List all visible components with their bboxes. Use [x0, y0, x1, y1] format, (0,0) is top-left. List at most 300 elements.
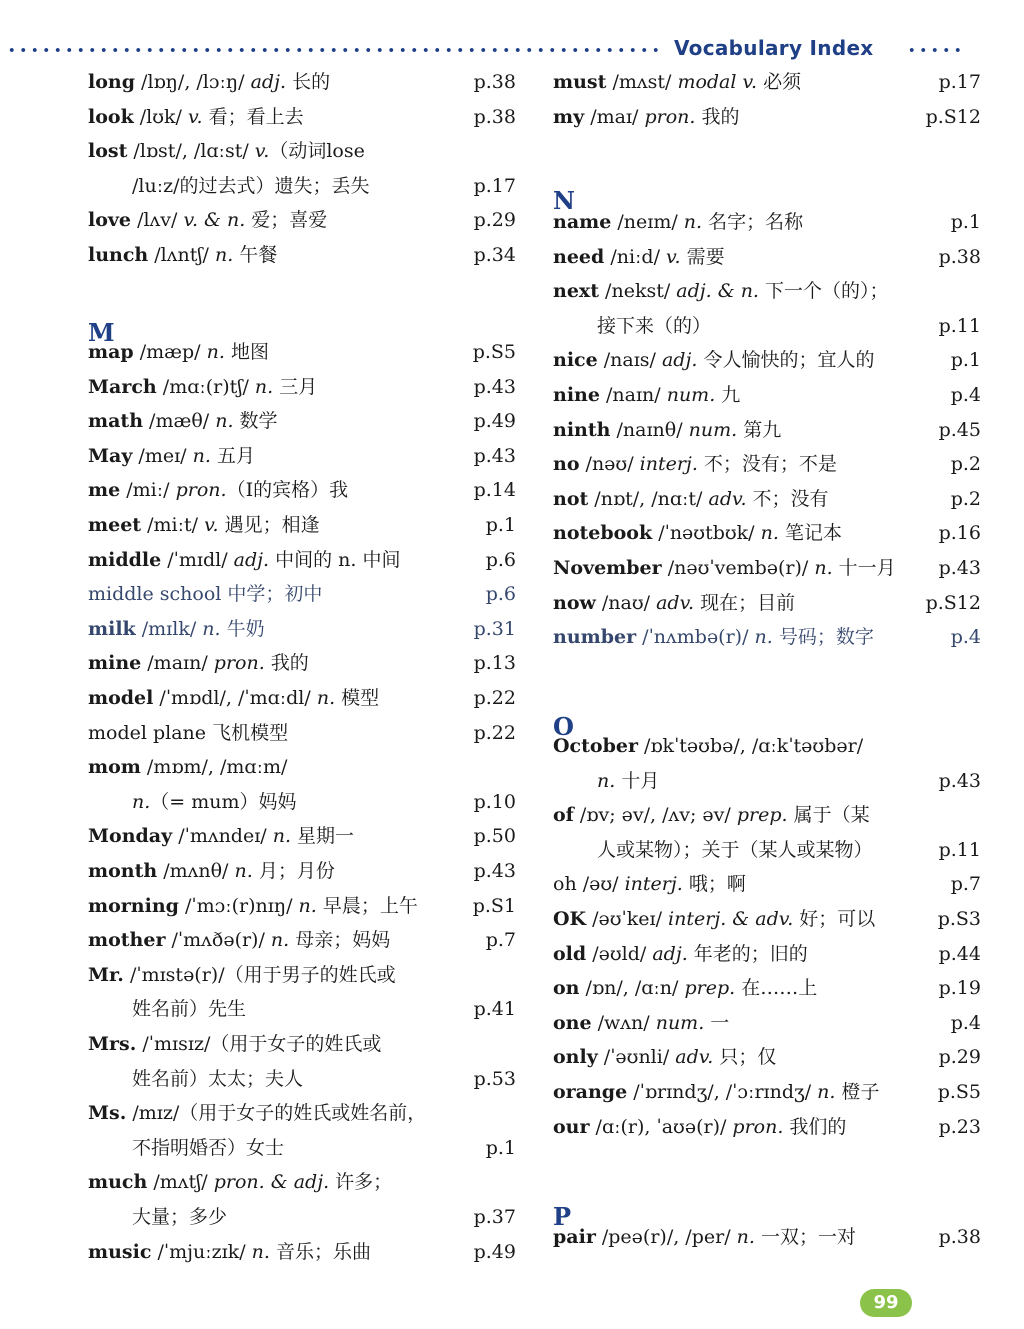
definition: 中间的 n. 中间: [269, 548, 401, 571]
part-of-speech: v.: [254, 140, 270, 163]
definition: 五月: [210, 444, 255, 467]
entry-text: [88, 1236, 371, 1268]
entry-text: [553, 1041, 776, 1073]
part-of-speech: n.: [817, 1081, 836, 1103]
vocab-entry-line: [88, 544, 518, 576]
pronunciation: /mʌst/: [606, 71, 678, 93]
part-of-speech: pron.: [732, 1115, 784, 1138]
vocab-entry-line: [553, 903, 983, 935]
definition: 下一个（的）；: [758, 280, 889, 303]
page-reference: p.38: [938, 245, 981, 268]
entry-text: [88, 509, 320, 541]
vocab-entry-line: [88, 474, 518, 506]
headword: November: [553, 557, 662, 579]
part-of-speech: adj.: [233, 548, 270, 571]
part-of-speech: n.: [316, 687, 336, 709]
part-of-speech: prep.: [736, 804, 788, 827]
part-of-speech: n.: [754, 626, 773, 649]
pronunciation: /əʊˈkeɪ/: [586, 908, 669, 930]
entry-text: [553, 414, 781, 446]
vocab-entry-line: [88, 440, 518, 472]
page-reference: p.S12: [925, 591, 981, 614]
vocab-entry-line: [553, 834, 983, 866]
pronunciation: 姓名前）先生: [132, 998, 247, 1021]
part-of-speech: modal v.: [677, 71, 758, 93]
vocab-entry-line: [553, 517, 983, 549]
part-of-speech: v.: [188, 105, 203, 128]
part-of-speech: prep.: [684, 977, 736, 1000]
entry-text: [88, 924, 390, 956]
definition: 模型: [335, 687, 380, 709]
headword: no: [553, 453, 580, 476]
vocab-entry-line: [88, 1063, 518, 1095]
pronunciation: /mæθ/: [143, 410, 216, 433]
definition: 现在；目前: [694, 591, 796, 614]
vocab-entry-line: [553, 730, 983, 762]
definition: 好；可以: [793, 908, 876, 930]
headword: map: [88, 341, 134, 363]
headword: May: [88, 444, 133, 467]
pronunciation: 姓名前）太太；夫人: [132, 1067, 304, 1090]
headword: love: [88, 209, 132, 232]
vocab-entry-line: [553, 1007, 983, 1039]
entry-text: [553, 310, 711, 342]
entry-text: [553, 765, 659, 797]
entry-text: [553, 241, 725, 273]
headword: orange: [553, 1081, 628, 1103]
page-reference: p.29: [473, 209, 516, 232]
definition: 橙子: [835, 1081, 880, 1103]
pronunciation: oh /əʊ/: [553, 873, 625, 896]
page-reference: p.31: [473, 617, 516, 640]
entry-text: [88, 855, 335, 887]
pronunciation: /ɒkˈtəʊbə/, /ɑːkˈtəʊbər/: [637, 735, 864, 757]
pronunciation: /niːd/: [604, 245, 667, 268]
part-of-speech: n.: [234, 860, 253, 882]
headword: old: [553, 942, 587, 965]
part-of-speech: n.: [192, 444, 211, 467]
page-reference: p.7: [485, 929, 516, 952]
headword: look: [88, 105, 134, 128]
part-of-speech: pron. & adj.: [213, 1171, 330, 1194]
part-of-speech: v.: [204, 514, 219, 536]
page-reference: p.6: [485, 548, 516, 571]
headword: morning: [88, 894, 179, 917]
page-reference: p.41: [473, 998, 516, 1021]
vocab-entry-line: [88, 717, 518, 749]
part-of-speech: n.: [254, 375, 274, 398]
vocab-entry-line: [88, 993, 518, 1025]
vocab-entry-line: [88, 1132, 518, 1164]
vocab-entry-line: [88, 578, 518, 610]
entry-text: [553, 972, 817, 1004]
pronunciation: /lʌntʃ/: [148, 244, 215, 266]
entry-text: [553, 868, 746, 900]
definition: 一: [704, 1011, 730, 1034]
page-reference: p.37: [473, 1206, 516, 1228]
pronunciation: /meɪ/: [132, 444, 193, 467]
part-of-speech: adj.: [250, 71, 287, 93]
vocab-entry-line: [88, 959, 518, 991]
page-reference: p.38: [938, 1226, 981, 1248]
definition: 在……上: [735, 977, 818, 1000]
part-of-speech: num.: [688, 418, 738, 441]
vocab-entry-line: [553, 972, 983, 1004]
pronunciation: /mʌnθ/: [157, 860, 235, 882]
entry-text: [553, 799, 870, 831]
definition: 母亲；妈妈: [289, 929, 391, 952]
part-of-speech: n.: [251, 1240, 270, 1263]
vocab-entry-line: [88, 1028, 518, 1060]
definition: 需要: [680, 245, 725, 268]
page-reference: p.2: [950, 487, 981, 510]
headword: math: [88, 410, 144, 433]
vocab-entry-line: [88, 101, 518, 133]
page-reference: p.S5: [472, 341, 516, 363]
pronunciation: /nəʊˈvembə(r)/: [661, 557, 815, 579]
pronunciation: /ˈnəʊtbʊk/: [652, 522, 761, 545]
page-reference: p.43: [938, 557, 981, 579]
definition: 年老的；旧的: [687, 942, 808, 965]
headword: ninth: [553, 418, 611, 441]
entry-text: [88, 239, 277, 271]
page-reference: p.1: [950, 211, 981, 233]
vocab-entry-line: [88, 751, 518, 783]
headword: lunch: [88, 244, 149, 266]
vocab-entry-line: [553, 241, 983, 273]
pronunciation: /ˈnʌmbə(r)/: [636, 626, 755, 649]
page-number-badge: 99: [860, 1289, 912, 1317]
part-of-speech: n.: [132, 790, 151, 813]
entry-text: [553, 1007, 729, 1039]
pronunciation: /ˈmjuːzɪk/: [151, 1240, 252, 1263]
headword: pair: [553, 1226, 596, 1248]
vocab-entry-line: [88, 239, 518, 271]
page-reference: p.17: [473, 174, 516, 197]
entry-text: [553, 834, 873, 866]
entry-text: [553, 275, 889, 307]
entry-text: [88, 405, 278, 437]
part-of-speech: adj.: [661, 349, 698, 372]
headword: one: [553, 1011, 592, 1034]
headword: Mrs.: [88, 1033, 137, 1055]
entry-text: [88, 544, 400, 576]
section-letter-m: M: [88, 318, 115, 347]
pronunciation: /maɪn/: [141, 652, 214, 675]
part-of-speech: pron.: [644, 105, 696, 128]
pronunciation: /ɒn/, /ɑːn/: [579, 977, 685, 1000]
vocab-entry-line: [88, 647, 518, 679]
entry-text: [88, 578, 322, 610]
entry-text: [88, 993, 246, 1025]
definition: 音乐；乐曲: [269, 1240, 371, 1263]
entry-text: [553, 517, 842, 549]
entry-text: [88, 1063, 303, 1095]
headword: milk: [88, 617, 136, 640]
entry-text: [553, 903, 875, 935]
pronunciation: /nɒt/, /nɑːt/: [588, 487, 709, 510]
entry-text: [88, 786, 297, 818]
entry-text: [88, 101, 304, 133]
entry-text: [88, 1166, 392, 1198]
pronunciation: /ˈəʊnli/: [597, 1046, 676, 1069]
vocab-entry-line: [553, 414, 983, 446]
part-of-speech: n.: [736, 1226, 755, 1248]
page-reference: p.11: [938, 838, 981, 861]
part-of-speech: n.: [214, 244, 234, 266]
page-reference: p.44: [938, 942, 981, 965]
definition: 爱；喜爱: [245, 209, 328, 232]
vocab-entry-line: [553, 448, 983, 480]
pronunciation: /ˈmɪdl/: [161, 548, 234, 571]
page-reference: p.22: [473, 687, 516, 709]
page-reference: p.16: [938, 522, 981, 545]
entry-text: [88, 890, 418, 922]
vocab-entry-line: [553, 621, 983, 653]
part-of-speech: n.: [683, 211, 703, 233]
pronunciation: middle school 中学；初中: [88, 583, 323, 606]
headword: my: [553, 105, 585, 128]
entry-text: [553, 344, 874, 376]
page-reference: p.45: [938, 418, 981, 441]
entry-text: [553, 101, 739, 133]
vocab-entry-line: [88, 135, 518, 167]
entry-text: [88, 135, 365, 167]
page-reference: p.43: [473, 444, 516, 467]
entry-text: [88, 1097, 426, 1129]
entry-text: [88, 371, 317, 403]
vocab-entry-line: [553, 310, 983, 342]
headword: Ms.: [88, 1102, 127, 1125]
pronunciation: /maɪ/: [584, 105, 645, 128]
entry-text: [553, 621, 874, 653]
dotted-rule: [906, 47, 960, 53]
headword: model: [88, 687, 154, 709]
vocab-entry-line: [88, 682, 518, 714]
pronunciation: /nəʊ/: [579, 453, 640, 476]
page-reference: p.S1: [472, 894, 516, 917]
vocab-entry-line: [88, 1097, 518, 1129]
page-reference: p.49: [473, 410, 516, 433]
page-reference: p.11: [938, 314, 981, 337]
headword: mine: [88, 652, 142, 675]
part-of-speech: n.: [298, 894, 317, 917]
definition: 我的: [264, 652, 309, 675]
part-of-speech: v. & n.: [183, 209, 246, 232]
part-of-speech: interj.: [624, 873, 683, 896]
vocab-entry-line: [88, 509, 518, 541]
vocab-entry-line: [88, 1201, 518, 1233]
entry-text: [553, 1076, 880, 1108]
part-of-speech: interj. & adv.: [668, 908, 794, 930]
headword: on: [553, 977, 580, 1000]
pronunciation: /ɑː(r), ˈaʊə(r)/: [589, 1115, 733, 1138]
page-reference: p.4: [950, 1011, 981, 1034]
vocab-entry-line: [553, 552, 983, 584]
page-reference: p.4: [950, 626, 981, 649]
page-reference: p.S3: [937, 908, 981, 930]
pronunciation: 不指明婚否）女士: [132, 1136, 285, 1159]
part-of-speech: n.: [814, 557, 833, 579]
entry-text: [88, 959, 396, 991]
entry-text: [88, 336, 269, 368]
pronunciation: /luːz/的过去式）遗失；丢失: [132, 174, 370, 197]
definition: 星期一: [291, 825, 355, 848]
definition: 笔记本: [778, 522, 842, 545]
page-reference: p.23: [938, 1115, 981, 1138]
headword: much: [88, 1171, 148, 1194]
entry-text: [553, 1221, 856, 1253]
vocab-entry-line: [88, 1166, 518, 1198]
definition: 第九: [737, 418, 782, 441]
pronunciation: /mɪz/（用于女子的姓氏或姓名前，: [126, 1102, 427, 1125]
definition: 十月: [615, 769, 660, 792]
pronunciation: /ˈɒrɪndʒ/, /ˈɔːrɪndʒ/: [627, 1081, 818, 1103]
entry-text: [553, 552, 896, 584]
pronunciation: /lʌv/: [131, 209, 184, 232]
vocab-entry-line: [553, 765, 983, 797]
headword: nice: [553, 349, 598, 372]
headword: our: [553, 1115, 590, 1138]
entry-text: [88, 820, 354, 852]
vocab-entry-line: [553, 101, 983, 133]
headword: OK: [553, 908, 587, 930]
vocab-entry-line: [88, 371, 518, 403]
part-of-speech: adv.: [708, 487, 747, 510]
page-header: [0, 30, 1024, 70]
definition: 长的: [286, 71, 331, 93]
entry-text: [88, 751, 287, 783]
vocab-entry-line: [88, 170, 518, 202]
page-reference: p.S12: [925, 105, 981, 128]
definition: 地图: [224, 341, 269, 363]
definition: 令人愉快的；宜人的: [697, 349, 875, 372]
dotted-rule: [6, 47, 658, 53]
vocab-entry-line: [88, 204, 518, 236]
vocab-entry-line: [88, 820, 518, 852]
definition: 我的: [695, 105, 740, 128]
definition: 必须: [757, 71, 802, 93]
headword: mother: [88, 929, 166, 952]
headword: music: [88, 1240, 152, 1263]
entry-text: [88, 66, 330, 98]
definition: 名字；名称: [702, 211, 804, 233]
entry-text: [553, 379, 740, 411]
section-letter-p: P: [553, 1202, 572, 1231]
part-of-speech: n.: [206, 341, 225, 363]
pronunciation: /lʊk/: [133, 105, 188, 128]
vocab-entry-line: [553, 275, 983, 307]
pronunciation: /ˈmʌndeɪ/: [172, 825, 273, 848]
headword: need: [553, 245, 605, 268]
definition: （I的宾格）我: [226, 479, 349, 502]
headword: me: [88, 479, 121, 502]
headword: not: [553, 487, 589, 510]
definition: 三月: [273, 375, 318, 398]
definition: 午餐: [233, 244, 278, 266]
vocab-entry-line: [88, 890, 518, 922]
entry-text: [553, 730, 863, 762]
part-of-speech: n.: [597, 769, 616, 792]
part-of-speech: adj. & n.: [676, 280, 759, 303]
pronunciation: /peə(r)/, /per/: [595, 1226, 737, 1248]
definition: 月；月份: [252, 860, 335, 882]
vocab-entry-line: [553, 206, 983, 238]
vocab-entry-line: [553, 66, 983, 98]
vocab-entry-line: [553, 587, 983, 619]
entry-text: [88, 204, 327, 236]
page-reference: p.38: [473, 105, 516, 128]
headword: Mr.: [88, 963, 124, 986]
pronunciation: /ɒv; əv/, /ʌv; əv/: [573, 804, 737, 827]
page-reference: p.4: [950, 384, 981, 406]
page-reference: p.7: [950, 873, 981, 896]
pronunciation: /ˈmɪstə(r)/（用于男子的姓氏或: [123, 963, 396, 986]
pronunciation: /mʌtʃ/: [147, 1171, 214, 1194]
header-title: Vocabulary Index: [674, 36, 874, 60]
headword: number: [553, 626, 637, 649]
entry-text: [553, 206, 803, 238]
page-reference: p.43: [473, 375, 516, 398]
headword: now: [553, 591, 596, 614]
vocab-entry-line: [553, 344, 983, 376]
definition: 号码；数字: [772, 626, 874, 649]
page-reference: p.38: [473, 71, 516, 93]
page-reference: p.50: [473, 825, 516, 848]
entry-text: [88, 1201, 227, 1233]
pronunciation: 大量；多少: [132, 1206, 228, 1228]
headword: lost: [88, 140, 128, 163]
part-of-speech: num.: [666, 384, 716, 406]
page-reference: p.29: [938, 1046, 981, 1069]
pronunciation: /nekst/: [599, 280, 677, 303]
page-reference: p.43: [938, 769, 981, 792]
page-reference: p.22: [473, 721, 516, 744]
part-of-speech: pron.: [213, 652, 265, 675]
headword: nine: [553, 384, 600, 406]
entry-text: [553, 587, 795, 619]
entry-text: [553, 66, 801, 98]
definition: 只；仅: [713, 1046, 777, 1069]
pronunciation: /naʊ/: [595, 591, 657, 614]
pronunciation: /ˈmɔː(r)nɪŋ/: [178, 894, 299, 917]
vocab-entry-line: [88, 336, 518, 368]
pronunciation: /mɒm/, /mɑːm/: [140, 756, 288, 779]
entry-text: [88, 1028, 381, 1060]
definition: 遇见；相逢: [218, 514, 320, 536]
part-of-speech: n.: [760, 522, 779, 545]
part-of-speech: n.: [272, 825, 292, 848]
vocab-entry-line: [553, 868, 983, 900]
headword: of: [553, 804, 574, 827]
vocab-entry-line: [88, 613, 518, 645]
headword: next: [553, 280, 600, 303]
headword: mom: [88, 756, 141, 779]
pronunciation: /mæp/: [133, 341, 207, 363]
pronunciation: /naɪnθ/: [610, 418, 689, 441]
part-of-speech: v.: [666, 245, 681, 268]
pronunciation: /mɑː(r)tʃ/: [156, 375, 255, 398]
part-of-speech: n.: [202, 617, 221, 640]
pronunciation: /miːt/: [141, 514, 205, 536]
page-reference: p.14: [473, 479, 516, 502]
page-reference: p.1: [485, 514, 516, 536]
page-reference: p.49: [473, 1240, 516, 1263]
entry-text: [553, 1111, 846, 1143]
definition: （动词lose: [269, 140, 365, 163]
entry-text: [88, 717, 288, 749]
page-reference: p.S5: [937, 1081, 981, 1103]
